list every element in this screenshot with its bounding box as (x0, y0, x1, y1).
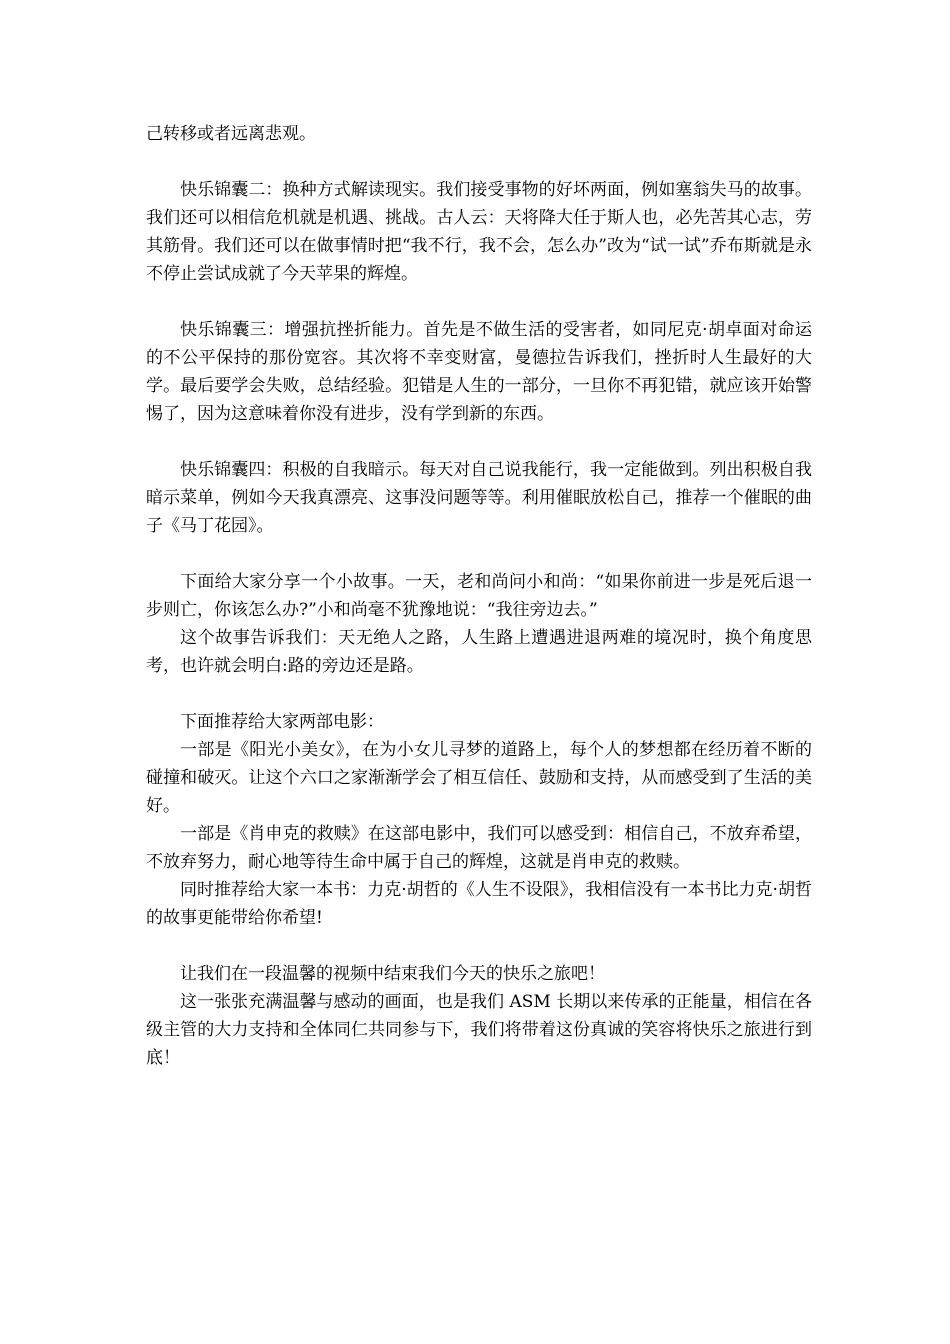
paragraph-happy-tip-three: 快乐锦囊三：增强抗挫折能力。首先是不做生活的受害者，如同尼克·胡卓面对命运的不公平保持的那份宽容。其次将不幸变财富，曼德拉告诉我们，挫折时人生最好的大学。最后要学会失败，总结经验。犯错是人生的一部分，一旦你不再犯错，就应该开始警惕了，因为这意味着你没有进步，没有学到新的东西。 (146, 320, 812, 424)
paragraph-video-closing: 让我们在一段温馨的视频中结束我们今天的快乐之旅吧！ (180, 964, 605, 984)
paragraph-story-moral: 这个故事告诉我们：天无绝人之路，人生路上遭遇进退两难的境况时，换个角度思考，也许就会明白:路的旁边还是路。 (146, 628, 812, 676)
paragraph-happy-tip-two: 快乐锦囊二：换种方式解读现实。我们接受事物的好坏两面，例如塞翁失马的故事。我们还可以相信危机就是机遇、挑战。古人云：天将降大任于斯人也，必先苦其心志，劳其筋骨。我们还可以在做事情时把“我不行，我不会，怎么办”改为“试一试”乔布斯就是永不停止尝试成就了今天苹果的辉煌。 (146, 180, 812, 284)
paragraph-movie-intro: 下面推荐给大家两部电影： (180, 712, 384, 732)
paragraph-happy-tip-four: 快乐锦囊四：积极的自我暗示。每天对自己说我能行，我一定能做到。列出积极自我暗示菜单，例如今天我真漂亮、这事没问题等等。利用催眠放松自己，推荐一个催眠的曲子《马丁花园》。 (146, 460, 812, 536)
paragraph-movie-one: 一部是《阳光小美女》，在为小女儿寻梦的道路上，每个人的梦想都在经历着不断的碰撞和破灭。让这个六口之家渐渐学会了相互信任、鼓励和支持，从而感受到了生活的美好。 (146, 740, 812, 816)
paragraph-movie-two: 一部是《肖申克的救赎》在这部电影中，我们可以感受到：相信自己，不放弃希望，不放弃努力，耐心地等待生命中属于自己的辉煌，这就是肖申克的救赎。 (146, 824, 812, 872)
paragraph-final: 这一张张充满温馨与感动的画面，也是我们 ASM 长期以来传承的正能量，相信在各级主管的大力支持和全体同仁共同参与下，我们将带着这份真诚的笑容将快乐之旅进行到底！ (146, 992, 812, 1068)
document-body (146, 120, 812, 1072)
paragraph-continuation: 己转移或者远离悲观。 (146, 124, 316, 144)
paragraph-story: 下面给大家分享一个小故事。一天，老和尚问小和尚：“如果你前进一步是死后退一步则亡，你该怎么办?”小和尚毫不犹豫地说：“我往旁边去。” (146, 572, 812, 620)
paragraph-book: 同时推荐给大家一本书：力克·胡哲的《人生不设限》，我相信没有一本书比力克·胡哲的故事更能带给你希望! (146, 880, 812, 928)
